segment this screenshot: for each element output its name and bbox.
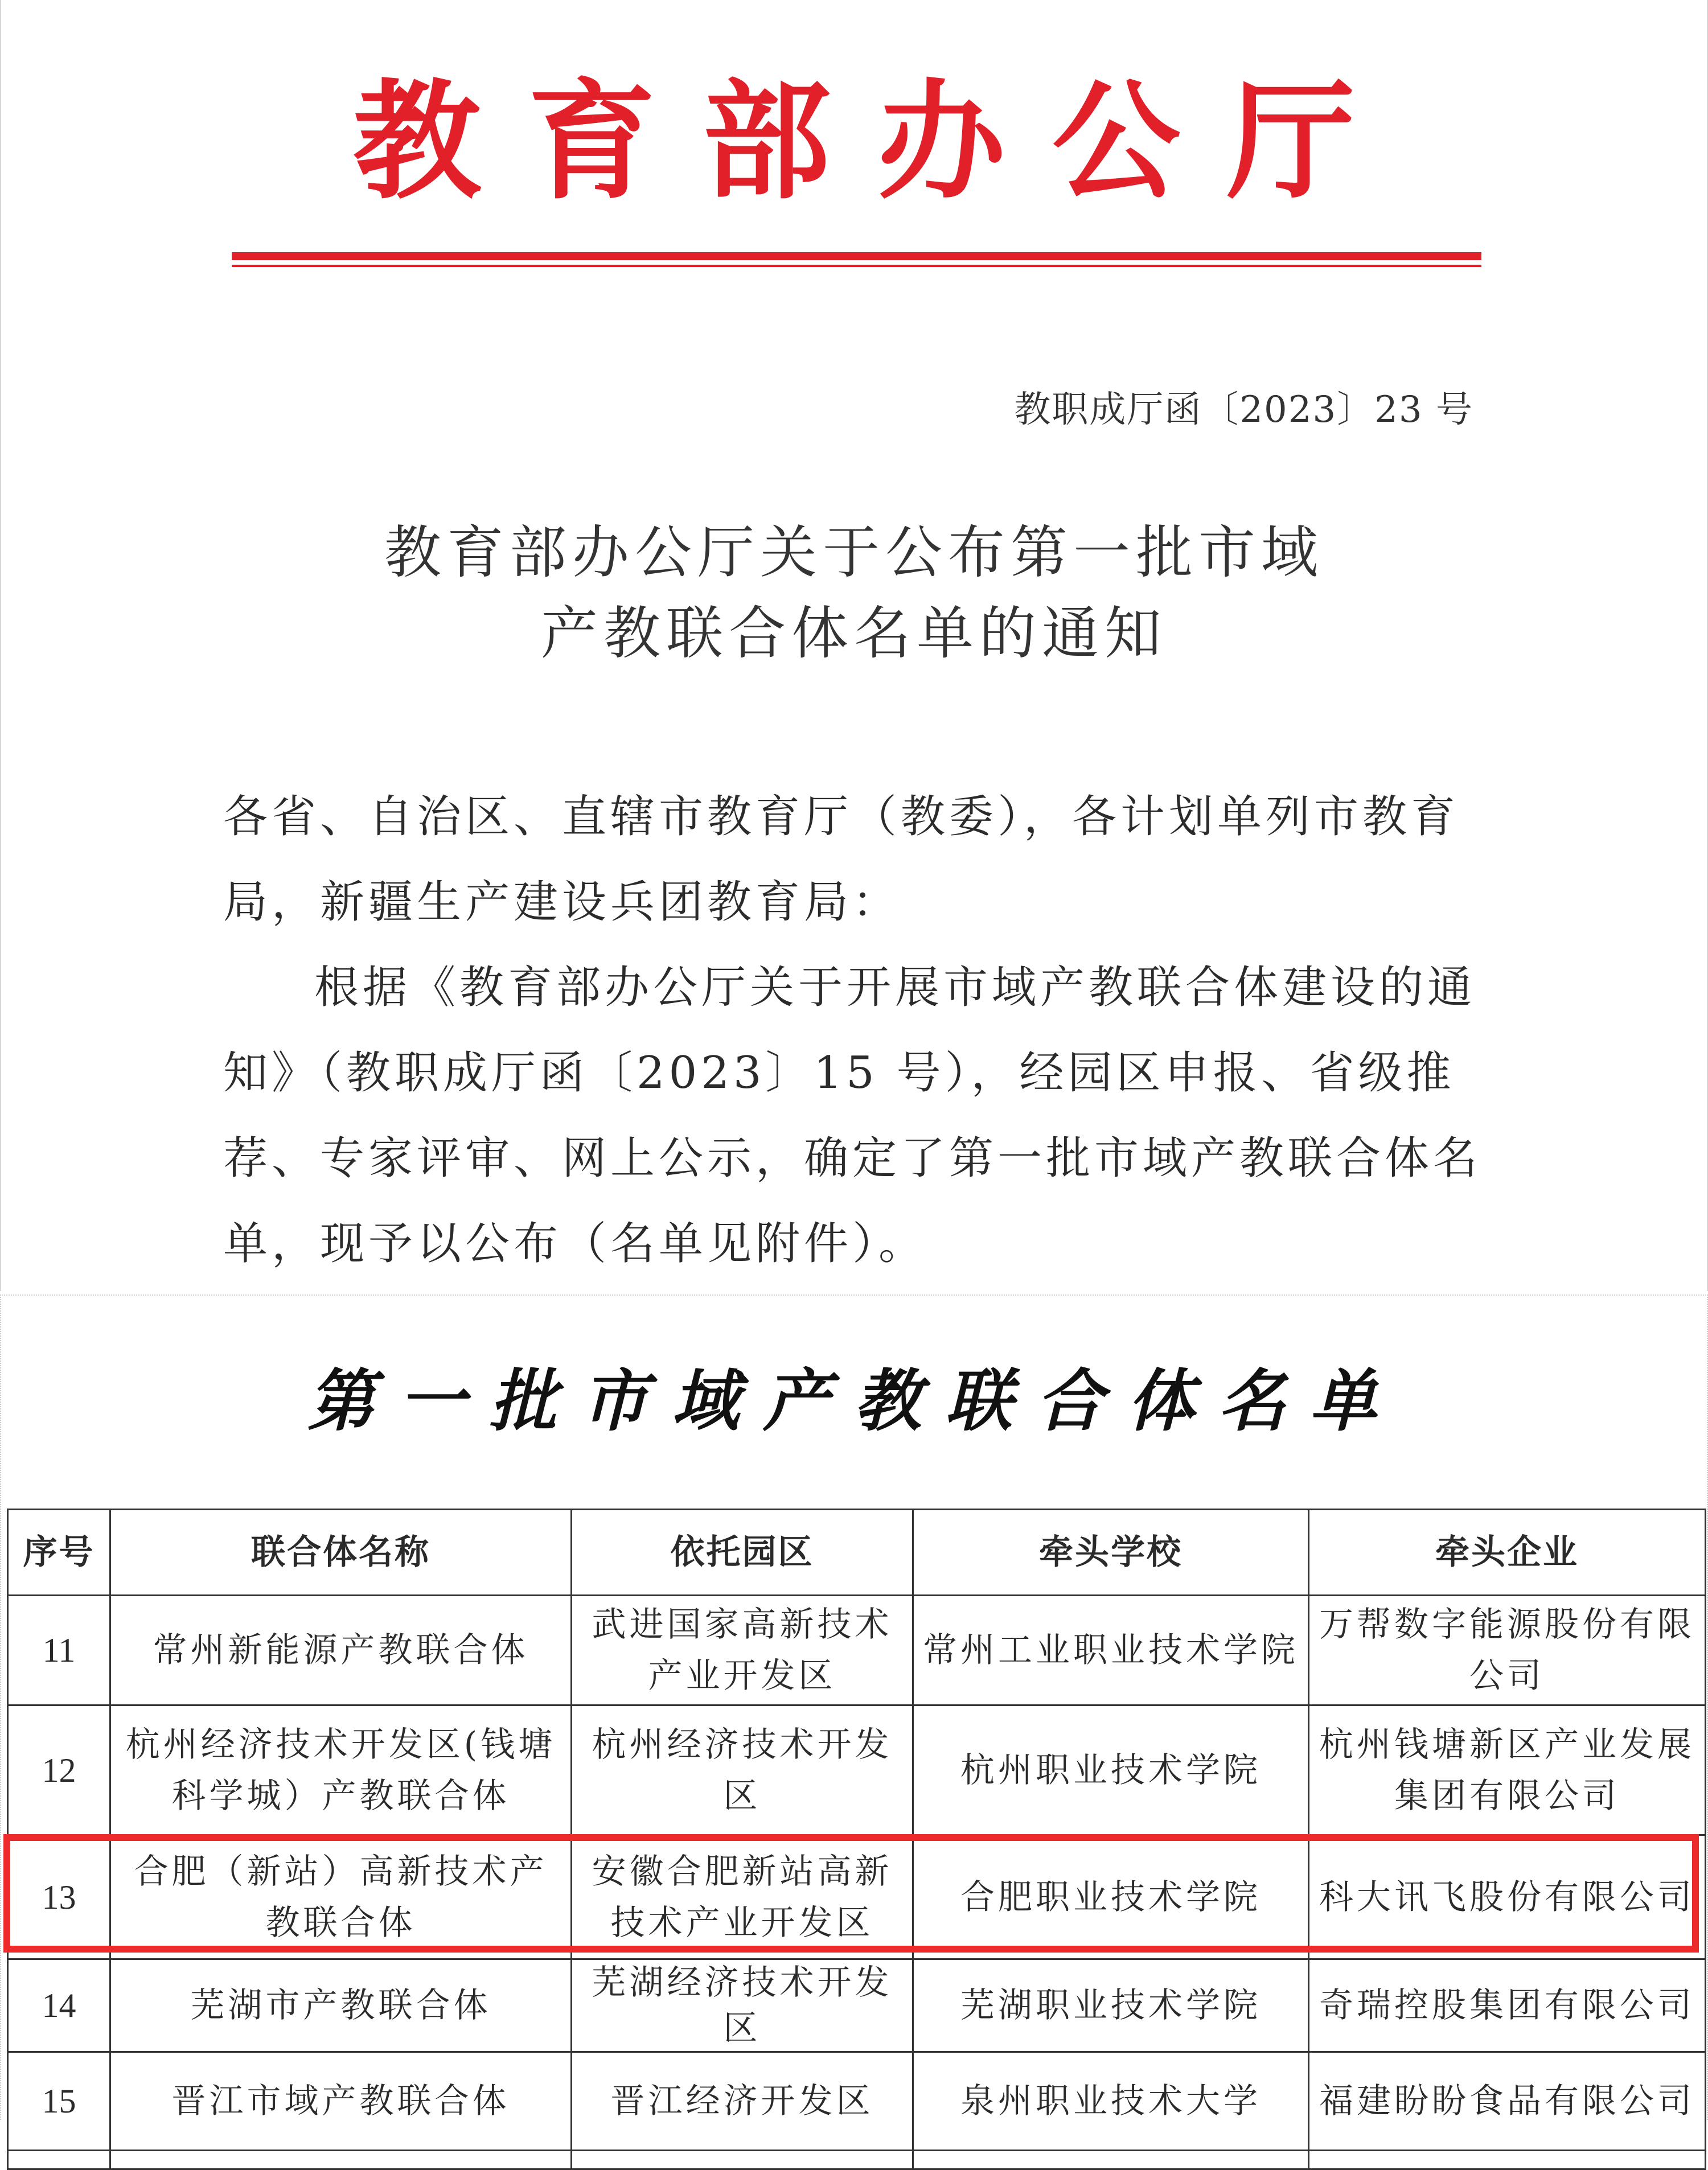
- cell-empty: [913, 2151, 1309, 2169]
- letterhead-char: 教: [353, 68, 481, 217]
- cell-company: 福建盼盼食品有限公司: [1309, 2052, 1706, 2151]
- table-header-row: [8, 1510, 1706, 1596]
- cell-name: 常州新能源产教联合体: [110, 1596, 572, 1705]
- cell-empty: [572, 2151, 913, 2169]
- consortium-table: [7, 1509, 1706, 2170]
- cell-company: 科大讯飞股份有限公司: [1309, 1835, 1706, 1959]
- recipients: 各省、自治区、直辖市教育厅（教委），各计划单列市教育局，新疆生产建设兵团教育局：: [223, 791, 1460, 928]
- cell-park: 安徽合肥新站高新技术产业开发区: [572, 1835, 913, 1959]
- notice-title-line2: 产教联合体名单的通知: [541, 600, 1167, 667]
- table-row: [8, 1705, 1706, 1835]
- letterhead-char: 公: [1052, 68, 1180, 217]
- table-row: [8, 2052, 1706, 2151]
- column-header: 依托园区: [572, 1510, 913, 1596]
- letterhead-divider: [232, 252, 1481, 260]
- body-paragraph: 根据《教育部办公厅关于开展市域产教联合体建设的通知》（教职成厅函〔2023〕15 号），经园区申报、省级推荐、专家评审、网上公示，确定了第一批市域产教联合体名单，现予以公布（名单见附件）。: [223, 962, 1482, 1269]
- cell-name: 晋江市域产教联合体: [110, 2052, 572, 2151]
- document-number: 教职成厅函〔2023〕23 号: [1014, 389, 1473, 431]
- notice-title-line1: 教育部办公厅关于公布第一批市域: [384, 519, 1324, 586]
- column-header: 序号: [8, 1510, 110, 1596]
- letterhead-char: 厅: [1227, 68, 1355, 217]
- cell-no: 15: [8, 2052, 110, 2151]
- notice-title: [1, 512, 1707, 674]
- cell-empty: [110, 2151, 572, 2169]
- cell-no: 14: [8, 1959, 110, 2052]
- cell-park: 芜湖经济技术开发区: [572, 1959, 913, 2052]
- cell-name: 芜湖市产教联合体: [110, 1959, 572, 2052]
- table-row: [8, 1959, 1706, 2052]
- cell-name: 杭州经济技术开发区(钱塘科学城）产教联合体: [110, 1705, 572, 1835]
- letterhead-char: 办: [877, 68, 1005, 217]
- cell-park: 杭州经济技术开发区: [572, 1705, 913, 1835]
- table-row-highlighted: [8, 1835, 1706, 1959]
- cell-park: 武进国家高新技术产业开发区: [572, 1596, 913, 1705]
- cell-school: 泉州职业技术大学: [913, 2052, 1309, 2151]
- cell-empty: [8, 2151, 110, 2169]
- cell-no: 11: [8, 1596, 110, 1705]
- attachment-page: [0, 1294, 1708, 2120]
- cell-school: 常州工业职业技术学院: [913, 1596, 1309, 1705]
- notice-body: [223, 774, 1493, 1287]
- letterhead-divider-thin: [232, 265, 1481, 267]
- cell-no: 13: [8, 1835, 110, 1959]
- cell-school: 杭州职业技术学院: [913, 1705, 1309, 1835]
- table-row: [8, 1596, 1706, 1705]
- column-header: 牵头学校: [913, 1510, 1309, 1596]
- cell-no: 12: [8, 1705, 110, 1835]
- cell-park: 晋江经济开发区: [572, 2052, 913, 2151]
- list-title: 第一批市域产教联合体名单: [307, 1361, 1401, 1440]
- letterhead-char: 育: [528, 68, 656, 217]
- column-header: 牵头企业: [1309, 1510, 1706, 1596]
- cell-name: 合肥（新站）高新技术产教联合体: [110, 1835, 572, 1959]
- cell-school: 合肥职业技术学院: [913, 1835, 1309, 1959]
- cell-company: 杭州钱塘新区产业发展集团有限公司: [1309, 1705, 1706, 1835]
- cell-company: 万帮数字能源股份有限公司: [1309, 1596, 1706, 1705]
- table-row-cutoff: [8, 2151, 1706, 2169]
- column-header: 联合体名称: [110, 1510, 572, 1596]
- cell-company: 奇瑞控股集团有限公司: [1309, 1959, 1706, 2052]
- cell-empty: [1309, 2151, 1706, 2169]
- letterhead-title: [1, 68, 1707, 216]
- letterhead-char: 部: [703, 68, 831, 217]
- cell-school: 芜湖职业技术学院: [913, 1959, 1309, 2052]
